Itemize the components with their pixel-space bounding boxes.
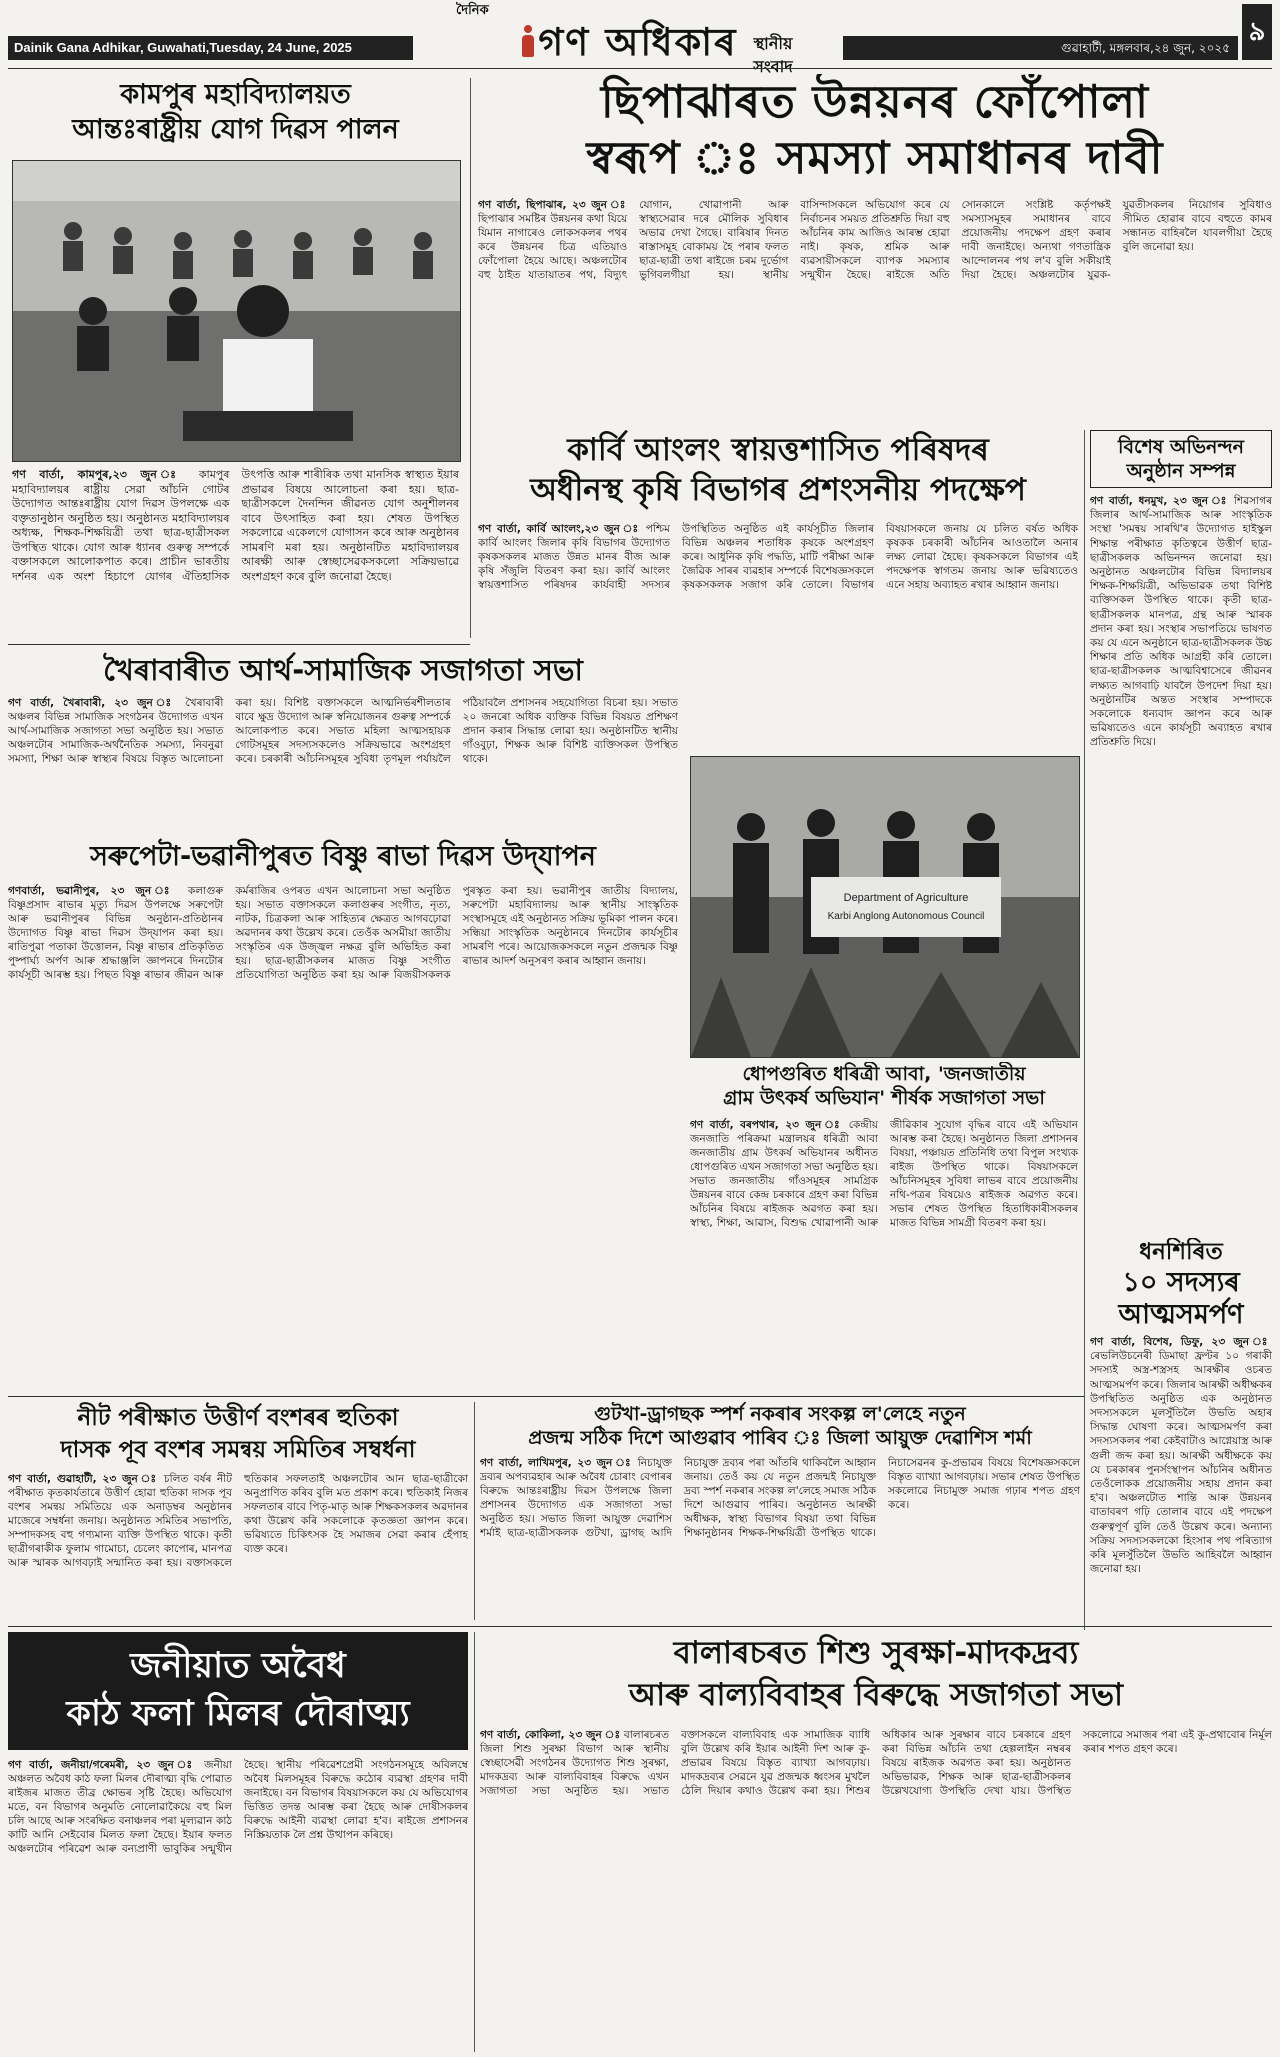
headline-janiya-1: জনীয়াত অবৈধ (130, 1646, 346, 1686)
headline-abhinandan-2: অনুষ্ঠান সম্পন্ন (1126, 460, 1236, 482)
yoga-photo-illustration (13, 161, 460, 461)
headline-khairabari: খৈৰাবাৰীত আৰ্থ-সামাজিক সজাগতা সভা (103, 653, 583, 687)
section-name: স্থানীয় সংবাদ (753, 34, 793, 77)
dateline-gutkha: গণ বাৰ্তা, লাখিমপুৰ, ২৩ জুন ঃ (480, 1457, 633, 1469)
body-khairabari (8, 696, 678, 828)
page-number: ৯ (1242, 4, 1272, 60)
article-dhopguri (690, 1062, 1078, 1392)
article-khairabari (8, 650, 678, 830)
column-rule (474, 1632, 475, 2052)
article-kokila (480, 1632, 1272, 2052)
headline-sarupeta: সৰুপেটা-ভৱানীপুৰত বিষ্ণু ৰাভা দিৱস উদ্‌যাপন (90, 841, 596, 872)
headline-dhopguri-2: গ্ৰাম উৎকৰ্ষ অভিযান' শীৰ্ষক সজাগতা সভা (723, 1087, 1045, 1109)
article-abhinandan (1090, 430, 1272, 1230)
body-chhipajhar (478, 198, 1272, 422)
section-rule (8, 1626, 1272, 1627)
article-neet (8, 1402, 468, 1620)
paper-small-title: দৈনিক (456, 3, 489, 18)
text-gutkha: নিচাযুক্ত দ্ৰব্যৰ অপব্যৱহাৰ আৰু অবৈধ চোৰাং বেপাৰৰ বিৰুদ্ধে আন্তঃৰাষ্ট্ৰীয় দিৱস উপলক্ষে জিলা প্ৰশাসনৰ উদ্যোগত এক সজাগতা সভা অনুষ্ঠিত হয়। সভাত জিলা আয়ুক্ত দেৱাশিস শৰ্মাই ছাত্ৰ-ছাত্ৰীসকলক গুটখা, ড্ৰাগছ আদি নিচাযুক্ত দ্ৰব্যৰ পৰা আঁতৰি থাকিবলৈ আহ্বান জনায়। তেওঁ কয় যে নতুন প্ৰজন্মই নিচাযুক্ত দ্ৰব্য স্পৰ্শ নকৰাৰ সংকল্প ল'লেহে সমাজ সঠিক দিশে আগুৱাব পাৰিব। অনুষ্ঠানত আৰক্ষী অধীক্ষক, স্বাস্থ্য বিভাগৰ বিষয়া তথা বিভিন্ন শিক্ষানুষ্ঠানৰ শিক্ষক-শিক্ষয়িত্ৰী উপস্থিত থাকে। নিচাসেৱনৰ কু-প্ৰভাৱৰ বিষয়ে বিশেষজ্ঞসকলে বিস্তৃত ব্যাখ্যা আগবঢ়ায়। সভাৰ শেষত উপস্থিত সকলোৱে নিচামুক্ত সমাজ গঢ়াৰ শপত গ্ৰহণ কৰে। (480, 1457, 1080, 1539)
body-dhopguri (690, 1118, 1078, 1390)
text-janiya: জনীয়া অঞ্চলত অবৈধ কাঠ ফলা মিলৰ দৌৰাত্ম্য বৃদ্ধি পোৱাত ৰাইজৰ মাজত তীব্ৰ ক্ষোভৰ সৃষ্টি হৈছে। অভিযোগ মতে, বন বিভাগৰ অনুমতি নোলোৱাকৈয়ে বহু মিল চলি আছে আৰু সংৰক্ষিত বনাঞ্চলৰ পৰা মূল্যৱান কাঠ কাটি আনি সেইবোৰ মিলত ফলা হৈছে। ইয়াৰ ফলত অঞ্চলটোৰ পৰিৱেশ আৰু বন্যপ্ৰাণী ভাবুকিৰ সন্মুখীন হৈছে। স্থানীয় পৰিৱেশপ্ৰেমী সংগঠনসমূহে অবিলম্বে অবৈধ মিলসমূহৰ বিৰুদ্ধে কঠোৰ ব্যৱস্থা গ্ৰহণৰ দাবী জনাইছে। বন বিভাগৰ বিষয়াসকলে কয় যে অভিযোগৰ ভিত্তিত তদন্ত আৰম্ভ কৰা হৈছে আৰু দোষীসকলৰ বিৰুদ্ধে আইনী ব্যৱস্থা লোৱা হ'ব। ৰাইজে প্ৰশাসনৰ নিস্ক্ৰিয়তাক লৈ প্ৰশ্ন উত্থাপন কৰিছে। (8, 1759, 468, 1855)
headline-chhipajhar-1: ছিপাঝাৰত উন্নয়নৰ ফোঁপোলা (600, 75, 1150, 128)
karbi-photo-illustration (691, 757, 1079, 1057)
headline-dhopguri-1: ধোপগুৰিত ধৰিত্ৰী আবা, 'জনজাতীয় (742, 1063, 1026, 1085)
text-abhinandan: শিৱসাগৰ জিলাৰ আৰ্থ-সামাজিক আৰু সাংস্কৃতিক সংস্থা 'সমন্বয় সাৰথি'ৰ উদ্যোগত হাইস্কুল শিক্ষান্ত পৰীক্ষাত কৃতিত্বৰে উত্তীৰ্ণ ছাত্ৰ-ছাত্ৰীসকলক অভিনন্দন জনোৱা হয়। অনুষ্ঠানত অঞ্চলটোৰ বিভিন্ন বিদ্যালয়ৰ শিক্ষক-শিক্ষয়িত্ৰী, অভিভাৱক তথা বিশিষ্ট ব্যক্তিসকল উপস্থিত থাকে। কৃতী ছাত্ৰ-ছাত্ৰীসকলক মানপত্ৰ, গ্ৰন্থ আৰু স্মাৰক প্ৰদান কৰা হয়। সংস্থাৰ সভাপতিয়ে ভাষণত কয় যে এনে অনুষ্ঠানে ছাত্ৰ-ছাত্ৰীসকলক উচ্চ শিক্ষাৰ প্ৰতি অধিক আগ্ৰহী কৰি তোলে। ছাত্ৰ-ছাত্ৰীসকলক আত্মবিশ্বাসেৰে জীৱনৰ লক্ষ্যত আগবাঢ়ি যাবলৈ উপদেশ দিয়া হয়। অনুষ্ঠানটিৰ অন্তত সংস্থাৰ সম্পাদকে সকলোকে ধন্যবাদ জ্ঞাপন কৰে আৰু ভৱিষ্যতেও এনে কাৰ্যসূচী অব্যাহত ৰখাৰ প্ৰতিশ্ৰুতি দিয়ে। (1090, 495, 1272, 749)
dateline-karbi: গণ বাৰ্তা, কাৰ্বি আংলং,২৩ জুন ঃ (478, 523, 641, 535)
headline-karbi-1: কাৰ্বি আংলং স্বায়ত্তশাসিত পৰিষদৰ (567, 432, 989, 468)
headline-kokila-2: আৰু বাল্যবিবাহৰ বিৰুদ্ধে সজাগতা সভা (628, 1677, 1124, 1713)
headline-kamrup-2: আন্তঃৰাষ্ট্ৰীয় যোগ দিৱস পালন (72, 114, 399, 145)
body-janiya (8, 1758, 468, 2050)
text-kokila: বালাৰচৰত জিলা শিশু সুৰক্ষা বিভাগ আৰু স্থানীয় স্বেচ্ছাসেৱী সংগঠনৰ উদ্যোগত শিশু সুৰক্ষা, মাদকদ্ৰব্য আৰু বাল্যবিবাহৰ বিৰুদ্ধে এখন সজাগতা সভা অনুষ্ঠিত হয়। সভাত বক্তাসকলে বাল্যবিবাহ এক সামাজিক ব্যাধি বুলি উল্লেখ কৰি ইয়াৰ আইনী দিশ আৰু কু-প্ৰভাৱৰ বিষয়ে বিস্তৃত ব্যাখ্যা আগবঢ়ায়। মাদকদ্ৰব্যৰ সেৱনে যুৱ প্ৰজন্মক ধ্বংসৰ মুখলৈ ঠেলি দিয়াৰ কথাও উল্লেখ কৰা হয়। শিশুৰ অধিকাৰ আৰু সুৰক্ষাৰ বাবে চৰকাৰে গ্ৰহণ কৰা বিভিন্ন আঁচনি তথা হেল্পলাইন নম্বৰৰ বিষয়ে ৰাইজক অৱগত কৰা হয়। অনুষ্ঠানত অভিভাৱক, শিক্ষক আৰু ছাত্ৰ-ছাত্ৰীসকলৰ উল্লেখযোগ্য উপস্থিতি দেখা যায়। উপস্থিত সকলোৱে সমাজৰ পৰা এই কু-প্ৰথাবোৰ নিৰ্মূল কৰাৰ শপত গ্ৰহণ কৰে। (480, 1729, 1272, 1797)
paper-name-text: গণ অধিকাৰ (538, 18, 738, 64)
dateline-kokila: গণ বাৰ্তা, কোকিলা, ২৩ জুন ঃ (480, 1729, 621, 1741)
headline-kokila-1: বালাৰচৰত শিশু সুৰক্ষা-মাদকদ্ৰব্য (673, 1635, 1079, 1671)
headline-gutkha-2: প্ৰজন্ম সঠিক দিশে আগুৱাব পাৰিব ঃ জিলা আয়ুক্ত দেৱাশিস শৰ্মা (528, 1427, 1032, 1449)
dateline-sarupeta: গণবাৰ্তা, ভৱানীপুৰ, ২৩ জুন ঃ (8, 885, 178, 897)
paper-logo (448, 2, 808, 77)
text-karbi: পশ্চিম কাৰ্বি আংলং জিলাৰ কৃষি বিভাগৰ উদ্যোগত কৃষকসকলৰ মাজত উন্নত মানৰ বীজ আৰু কৃষি সঁজুলি বিতৰণ কৰা হয়। কাৰ্বি আংলং স্বায়ত্তশাসিত পৰিষদৰ কাৰ্যবাহী সদস্যৰ উপস্থিতিত অনুষ্ঠিত এই কাৰ্যসূচীত জিলাৰ বিভিন্ন অঞ্চলৰ শতাধিক কৃষকে অংশগ্ৰহণ কৰে। আধুনিক কৃষি পদ্ধতি, মাটি পৰীক্ষা আৰু জৈৱিক সাৰৰ ব্যৱহাৰ সম্পৰ্কে বিশেষজ্ঞসকলে কৃষকসকলক সজাগ কৰি তোলে। বিভাগৰ বিষয়াসকলে জনায় যে চলিত বৰ্ষত অধিক কৃষকক চৰকাৰী আঁচনিৰ আওতালৈ অনাৰ লক্ষ্য লোৱা হৈছে। কৃষকসকলে বিভাগৰ এই পদক্ষেপক স্বাগতম জনায় আৰু ভৱিষ্যতেও এনে সহায় অব্যাহত ৰখাৰ আহ্বান জনায়। (478, 523, 1078, 591)
article-sarupeta (8, 838, 678, 1378)
column-rule (474, 1402, 475, 1620)
body-neet (8, 1472, 468, 1620)
text-neet: চলিত বৰ্ষৰ নীট পৰীক্ষাত কৃতকাৰ্যতাৰে উত্তীৰ্ণ হোৱা হুতিকা দাসক পূব বংশৰ সমন্বয় সমিতিয়ে এক অনাড়ম্বৰ অনুষ্ঠানৰ মাজেৰে সম্বৰ্ধনা জনায়। অনুষ্ঠানত সমিতিৰ সভাপতি, সম্পাদকসহ বহু গণ্যমান্য ব্যক্তি উপস্থিত থাকে। কৃতী ছাত্ৰীগৰাকীক ফুলাম গামোচা, চেলেং কাপোৰ, মানপত্ৰ আৰু স্মাৰক আগবঢ়াই সন্মানিত কৰা হয়। বক্তাসকলে হুতিকাৰ সফলতাই অঞ্চলটোৰ আন ছাত্ৰ-ছাত্ৰীকো অনুপ্ৰাণিত কৰিব বুলি মত প্ৰকাশ কৰে। হুতিকাই নিজৰ সফলতাৰ বাবে পিতৃ-মাতৃ আৰু শিক্ষকসকলৰ অৱদানৰ কথা উল্লেখ কৰি সকলোকে কৃতজ্ঞতা জ্ঞাপন কৰে। ভৱিষ্যতে চিকিৎসক হৈ সমাজৰ সেৱা কৰাৰ হেঁপাহ ব্যক্ত কৰে। (8, 1473, 468, 1569)
dateline-janiya: গণ বাৰ্তা, জনীয়া/গৰেমৰী, ২৩ জুন ঃ (8, 1759, 197, 1771)
article-dhansiri (1090, 1238, 1272, 1650)
karbi-banner-line-1: Department of Agriculture (843, 892, 969, 904)
dateline-dhansiri: গণ বাৰ্তা, বিশেষ, ডিফু, ২৩ জুন ঃ (1090, 1336, 1272, 1348)
column-rule (470, 78, 471, 638)
headline-dhansiri-1: ধনশিৰিত (1139, 1239, 1223, 1265)
dateline-dhopguri: গণ বাৰ্তা, বৰপথাৰ, ২৩ জুন ঃ (690, 1119, 843, 1131)
headline-gutkha-1: গুটখা-ড্ৰাগছক স্পৰ্শ নকৰাৰ সংকল্প ল'লেহে নতুন (594, 1403, 966, 1425)
article-gutkha (480, 1402, 1080, 1620)
headline-karbi-2: অধীনস্থ কৃষি বিভাগৰ প্ৰশংসনীয় পদক্ষেপ (530, 472, 1026, 508)
dateline-abhinandan: গণ বাৰ্তা, ধনমুখ, ২৩ জুন ঃ (1090, 495, 1229, 507)
karbi-event-photo (690, 756, 1080, 1058)
headline-neet-1: নীট পৰীক্ষাত উত্তীৰ্ণ বংশৰৰ হুতিকা (77, 1405, 399, 1431)
text-khairabari: খৈৰাবাৰী অঞ্চলৰ বিভিন্ন সামাজিক সংগঠনৰ উদ্যোগত এখন আৰ্থ-সামাজিক সজাগতা সভা অনুষ্ঠিত হয়। সভাত অঞ্চলটোৰ সামাজিক-অৰ্থনৈতিক সমস্যা, নিবনুৱা সমস্যা, শিক্ষা আৰু স্বাস্থ্যৰ বিষয়ে বিস্তৃত আলোচনা কৰা হয়। বিশিষ্ট বক্তাসকলে আত্মনিৰ্ভৰশীলতাৰ বাবে ক্ষুদ্ৰ উদ্যোগ আৰু স্বনিয়োজনৰ গুৰুত্ব সম্পৰ্কে আলোকপাত কৰে। সভাত মহিলা আত্মসহায়ক গোটসমূহৰ সদস্যসকলেও সক্ৰিয়ভাৱে অংশগ্ৰহণ কৰে। চৰকাৰী আঁচনিসমূহৰ সুবিধা তৃণমূল পৰ্যায়লৈ পঠিয়াবলৈ প্ৰশাসনৰ সহযোগিতা বিচৰা হয়। সভাত ২০ জনৰো অধিক ব্যক্তিক বিভিন্ন বিষয়ত প্ৰশিক্ষণ প্ৰদান কৰাৰ সিদ্ধান্ত লোৱা হয়। অনুষ্ঠানটিত স্থানীয় গাঁওবুঢ়া, শিক্ষক আৰু বিশিষ্ট ব্যক্তিসকল উপস্থিত থাকে। (8, 697, 678, 765)
dateline-kamrup: গণ বাৰ্তা, কামপুৰ,২৩ জুন ঃ (12, 468, 186, 481)
body-kamrup (12, 468, 459, 638)
english-dateline-strip: Dainik Gana Adhikar, Guwahati,Tuesday, 24 June, 2025 (8, 36, 413, 60)
article-kamrup (8, 78, 463, 638)
masthead (8, 0, 1272, 77)
dateline-neet: গণ বাৰ্তা, গুৱাহাটী, ২৩ জুন ঃ (8, 1473, 159, 1485)
body-kokila (480, 1728, 1272, 2050)
headline-chhipajhar-2: স্বৰূপ ঃ সমস্যা সমাধানৰ দাবী (586, 131, 1164, 184)
dateline-khairabari: গণ বাৰ্তা, খৈৰাবাৰী, ২৩ জুন ঃ (8, 697, 177, 709)
column-rule (1084, 430, 1085, 1630)
headline-neet-2: দাসক পূব বংশৰ সমন্বয় সমিতিৰ সম্বৰ্ধনা (60, 1437, 416, 1463)
body-abhinandan (1090, 494, 1272, 750)
body-dhansiri (1090, 1335, 1272, 1576)
headline-abhinandan-1: বিশেষ অভিনন্দন (1118, 436, 1244, 458)
text-dhansiri: ৰেভলিউচনেৰী ডিমাছা ফ্ৰণ্টৰ ১০ গৰাকী সদস্যই অস্ত্ৰ-শস্ত্ৰসহ আৰক্ষীৰ ওচৰত আত্মসমৰ্পণ কৰে। জিলাৰ আৰক্ষী অধীক্ষকৰ উপস্থিতিত অনুষ্ঠিত এক অনুষ্ঠানত সদস্যসকলে মূলসুঁতিলৈ উভতি অহাৰ সিদ্ধান্ত ঘোষণা কৰে। আত্মসমৰ্পণ কৰা সদস্যসকলৰ পৰা কেইবাটাও আগ্নেয়াস্ত্ৰ আৰু গুলী জব্দ কৰা হয়। আৰক্ষী অধীক্ষকে কয় যে চৰকাৰৰ পুনৰ্সংস্থাপন আঁচনিৰ অধীনত তেওঁলোকক প্ৰয়োজনীয় সহায় প্ৰদান কৰা হ'ব। অঞ্চলটোত শান্তি আৰু উন্নয়নৰ বাতাবৰণ গঢ়ি তোলাৰ বাবে এই পদক্ষেপ গুৰুত্বপূৰ্ণ বুলি তেওঁ উল্লেখ কৰে। অন্যান্য সক্ৰিয় সদস্যসকলকো হিংসাৰ পথ পৰিত্যাগ কৰি মূলসুঁতিলৈ উভতি আহিবলৈ আহ্বান জনোৱা হয়। (1090, 1350, 1272, 1576)
body-gutkha (480, 1456, 1080, 1620)
text-sarupeta: কলাগুৰু বিষ্ণুপ্ৰসাদ ৰাভাৰ মৃত্যু দিৱস উপলক্ষে সৰুপেটা আৰু ভৱানীপুৰৰ বিভিন্ন অনুষ্ঠান-প্ৰতিষ্ঠানৰ উদ্যোগত বিষ্ণু ৰাভা দিৱস উদ্‌যাপন কৰা হয়। ৰাতিপুৱা পতাকা উত্তোলন, বিষ্ণু ৰাভাৰ প্ৰতিকৃতিত পুষ্পাৰ্ঘ্য অৰ্পণ আৰু শ্ৰদ্ধাঞ্জলি জ্ঞাপনৰে দিনটোৰ কাৰ্যসূচী আৰম্ভ হয়। পিছত বিষ্ণু ৰাভাৰ জীৱন আৰু কৰ্মৰাজিৰ ওপৰত এখন আলোচনা সভা অনুষ্ঠিত হয়। সভাত বক্তাসকলে কলাগুৰুৰ সংগীত, নৃত্য, নাটক, চিত্ৰকলা আৰু সাহিত্যৰ ক্ষেত্ৰত আগবঢ়োৱা অৱদানৰ কথা উল্লেখ কৰে। তেওঁক অসমীয়া জাতীয় সংস্কৃতিৰ এক উজ্জ্বল নক্ষত্ৰ বুলি অভিহিত কৰা হয়। ছাত্ৰ-ছাত্ৰীসকলৰ মাজত বিষ্ণু সংগীত প্ৰতিযোগিতা অনুষ্ঠিত কৰা হয় আৰু বিজয়ীসকলক পুৰস্কৃত কৰা হয়। ভৱানীপুৰ জাতীয় বিদ্যালয়, সৰুপেটা মহাবিদ্যালয় আৰু স্থানীয় সাংস্কৃতিক সংস্থাসমূহে এই অনুষ্ঠানত সক্ৰিয় ভূমিকা পালন কৰে। সন্ধিয়া সাংস্কৃতিক অনুষ্ঠানৰে দিনটোৰ কাৰ্যসূচীৰ সামৰণি পৰে। আয়োজকসকলে নতুন প্ৰজন্মক বিষ্ণু ৰাভাৰ আদৰ্শ অনুসৰণ কৰাৰ আহ্বান জনায়। (8, 885, 678, 981)
abhinandan-headline-box (1090, 430, 1272, 488)
headline-dhansiri-3: আত্মসমৰ্পণ (1118, 1299, 1244, 1330)
masthead-rule (8, 68, 1272, 69)
text-dhopguri: কেন্দ্ৰীয় জনজাতি পৰিক্ৰমা মন্ত্ৰালয়ৰ ধৰিত্ৰী আবা জনজাতীয় গ্ৰাম উৎকৰ্ষ অভিযানৰ অধীনত ধোপগুৰিত এখন সজাগতা সভা অনুষ্ঠিত হয়। সভাত জনজাতীয় গাঁওসমূহৰ সামগ্ৰিক উন্নয়নৰ বাবে কেন্দ্ৰ চৰকাৰে গ্ৰহণ কৰা বিভিন্ন আঁচনিৰ বিষয়ে ৰাইজক অৱগত কৰা হয়। স্বাস্থ্য, শিক্ষা, আৱাস, বিশুদ্ধ খোৱাপানী আৰু জীৱিকাৰ সুযোগ বৃদ্ধিৰ বাবে এই অভিযান আৰম্ভ কৰা হৈছে। অনুষ্ঠানত জিলা প্ৰশাসনৰ বিষয়া, পঞ্চায়ত প্ৰতিনিধি তথা বিপুল সংখ্যক ৰাইজ উপস্থিত থাকে। বিষয়াসকলে আঁচনিসমূহৰ সুবিধা লাভৰ বাবে প্ৰয়োজনীয় নথি-পত্ৰৰ বিষয়েও ৰাইজক অৱগত কৰে। সভাৰ শেষত উপস্থিত হিতাধিকাৰীসকলৰ মাজত বিভিন্ন সামগ্ৰী বিতৰণ কৰা হয়। (690, 1119, 1078, 1229)
section-rule (8, 1396, 1084, 1397)
headline-kamrup-1: কামপুৰ মহাবিদ্যালয়ত (120, 79, 351, 110)
headline-janiya-2: কাঠ ফলা মিলৰ দৌৰাত্ম্য (66, 1694, 410, 1734)
article-janiya (8, 1632, 468, 2052)
janiya-headline-block (8, 1632, 468, 1750)
person-logo-icon (522, 25, 534, 59)
text-chhipajhar: ছিপাঝাৰ সমষ্টিৰ উন্নয়নৰ কথা যিয়ে যিমান নাগাৰেও লোকসকলৰ পথৰ কৰে উন্নয়নৰ চিত্ৰ এতিয়াও ফোঁপোলা হৈয়ে আছে। অঞ্চলটোৰ বহু ঠাইত যাতায়াতৰ পথ, বিদ্যুৎ যোগান, খোৱাপানী আৰু স্বাস্থ্যসেৱাৰ দৰে মৌলিক সুবিধাৰ অভাৱ দেখা গৈছে। বাৰিষাৰ দিনত ৰাস্তাসমূহ বোকাময় হৈ পৰাৰ ফলত ছাত্ৰ-ছাত্ৰী তথা ৰাইজে চৰম দুৰ্ভোগ ভুগিবলগীয়া হয়। স্থানীয় বাসিন্দাসকলে অভিযোগ কৰে যে নিৰ্বাচনৰ সময়ত প্ৰতিশ্ৰুতি দিয়া বহু আঁচনিৰ কাম আজিও আৰম্ভ হোৱা নাই। কৃষক, শ্ৰমিক আৰু ব্যৱসায়ীসকলে ব্যাপক সমস্যাৰ সন্মুখীন হৈছে। ৰাইজে অতি সোনকালে সংশ্লিষ্ট কৰ্তৃপক্ষই সমস্যাসমূহৰ সমাধানৰ বাবে প্ৰয়োজনীয় পদক্ষেপ গ্ৰহণ কৰাৰ দাবী জনাইছে। অন্যথা গণতান্ত্ৰিক আন্দোলনৰ পথ ল'ব বুলি সকীয়াই দিয়া হৈছে। অঞ্চলটোৰ যুৱক-যুৱতীসকলৰ নিয়োগৰ সুবিধাও সীমিত হোৱাৰ বাবে বহুতে কামৰ সন্ধানত বাহিৰলৈ যাবলগীয়া হৈছে বুলি জনোৱা হয়। (478, 199, 1272, 281)
article-chhipajhar (478, 74, 1272, 424)
paper-name (518, 18, 738, 64)
headline-dhansiri-2: ১০ সদস্যৰ (1122, 1267, 1240, 1298)
dateline-chhipajhar: গণ বাৰ্তা, ছিপাঝাৰ, ২৩ জুন ঃ (478, 199, 628, 211)
karbi-banner-line-2: Karbi Anglong Autonomous Council (827, 911, 985, 922)
section-rule (8, 644, 470, 645)
yoga-photo (12, 160, 461, 462)
assamese-dateline-strip: গুৱাহাটী, মঙ্গলবাৰ,২৪ জুন, ২০২৫ (843, 36, 1238, 60)
body-sarupeta (8, 884, 678, 1376)
text-kamrup: কামপুৰ মহাবিদ্যালয়ৰ ৰাষ্ট্ৰীয় সেৱা আঁচনি গোটৰ উদ্যোগত আন্তঃৰাষ্ট্ৰীয় যোগ দিৱস উপলক্ষে এক বক্তৃতানুষ্ঠান অনুষ্ঠিত হয়। অনুষ্ঠানত মহাবিদ্যালয়ৰ অধ্যক্ষ, শিক্ষক-শিক্ষয়িত্ৰী তথা ছাত্ৰ-ছাত্ৰীসকল উপস্থিত থাকে। যোগ আৰু ধ্যানৰ গুৰুত্ব সম্পৰ্কে বক্তাসকলে আলোকপাত কৰে। প্ৰাচীন ভাৰতীয় দৰ্শনৰ এক অংশ হিচাপে যোগৰ ঐতিহাসিক উৎপত্তি আৰু শাৰীৰিক তথা মানসিক স্বাস্থ্যত ইয়াৰ প্ৰভাৱৰ বিষয়ে আলোচনা কৰা হয়। ছাত্ৰ-ছাত্ৰীসকলে দৈনন্দিন জীৱনত যোগ অনুশীলনৰ বাবে উৎসাহিত কৰা হয়। শেষত উপস্থিত সকলোৱে একেলগে যোগাসন কৰে আৰু অনুষ্ঠানৰ সামৰণি মৰা হয়। অনুষ্ঠানটিত মহাবিদ্যালয়ৰ আৰক্ষী আৰু স্বেচ্ছাসেৱকসকলো সক্ৰিয়ভাৱে অংশগ্ৰহণ কৰে বুলি জনোৱা হৈছে। (12, 468, 459, 583)
